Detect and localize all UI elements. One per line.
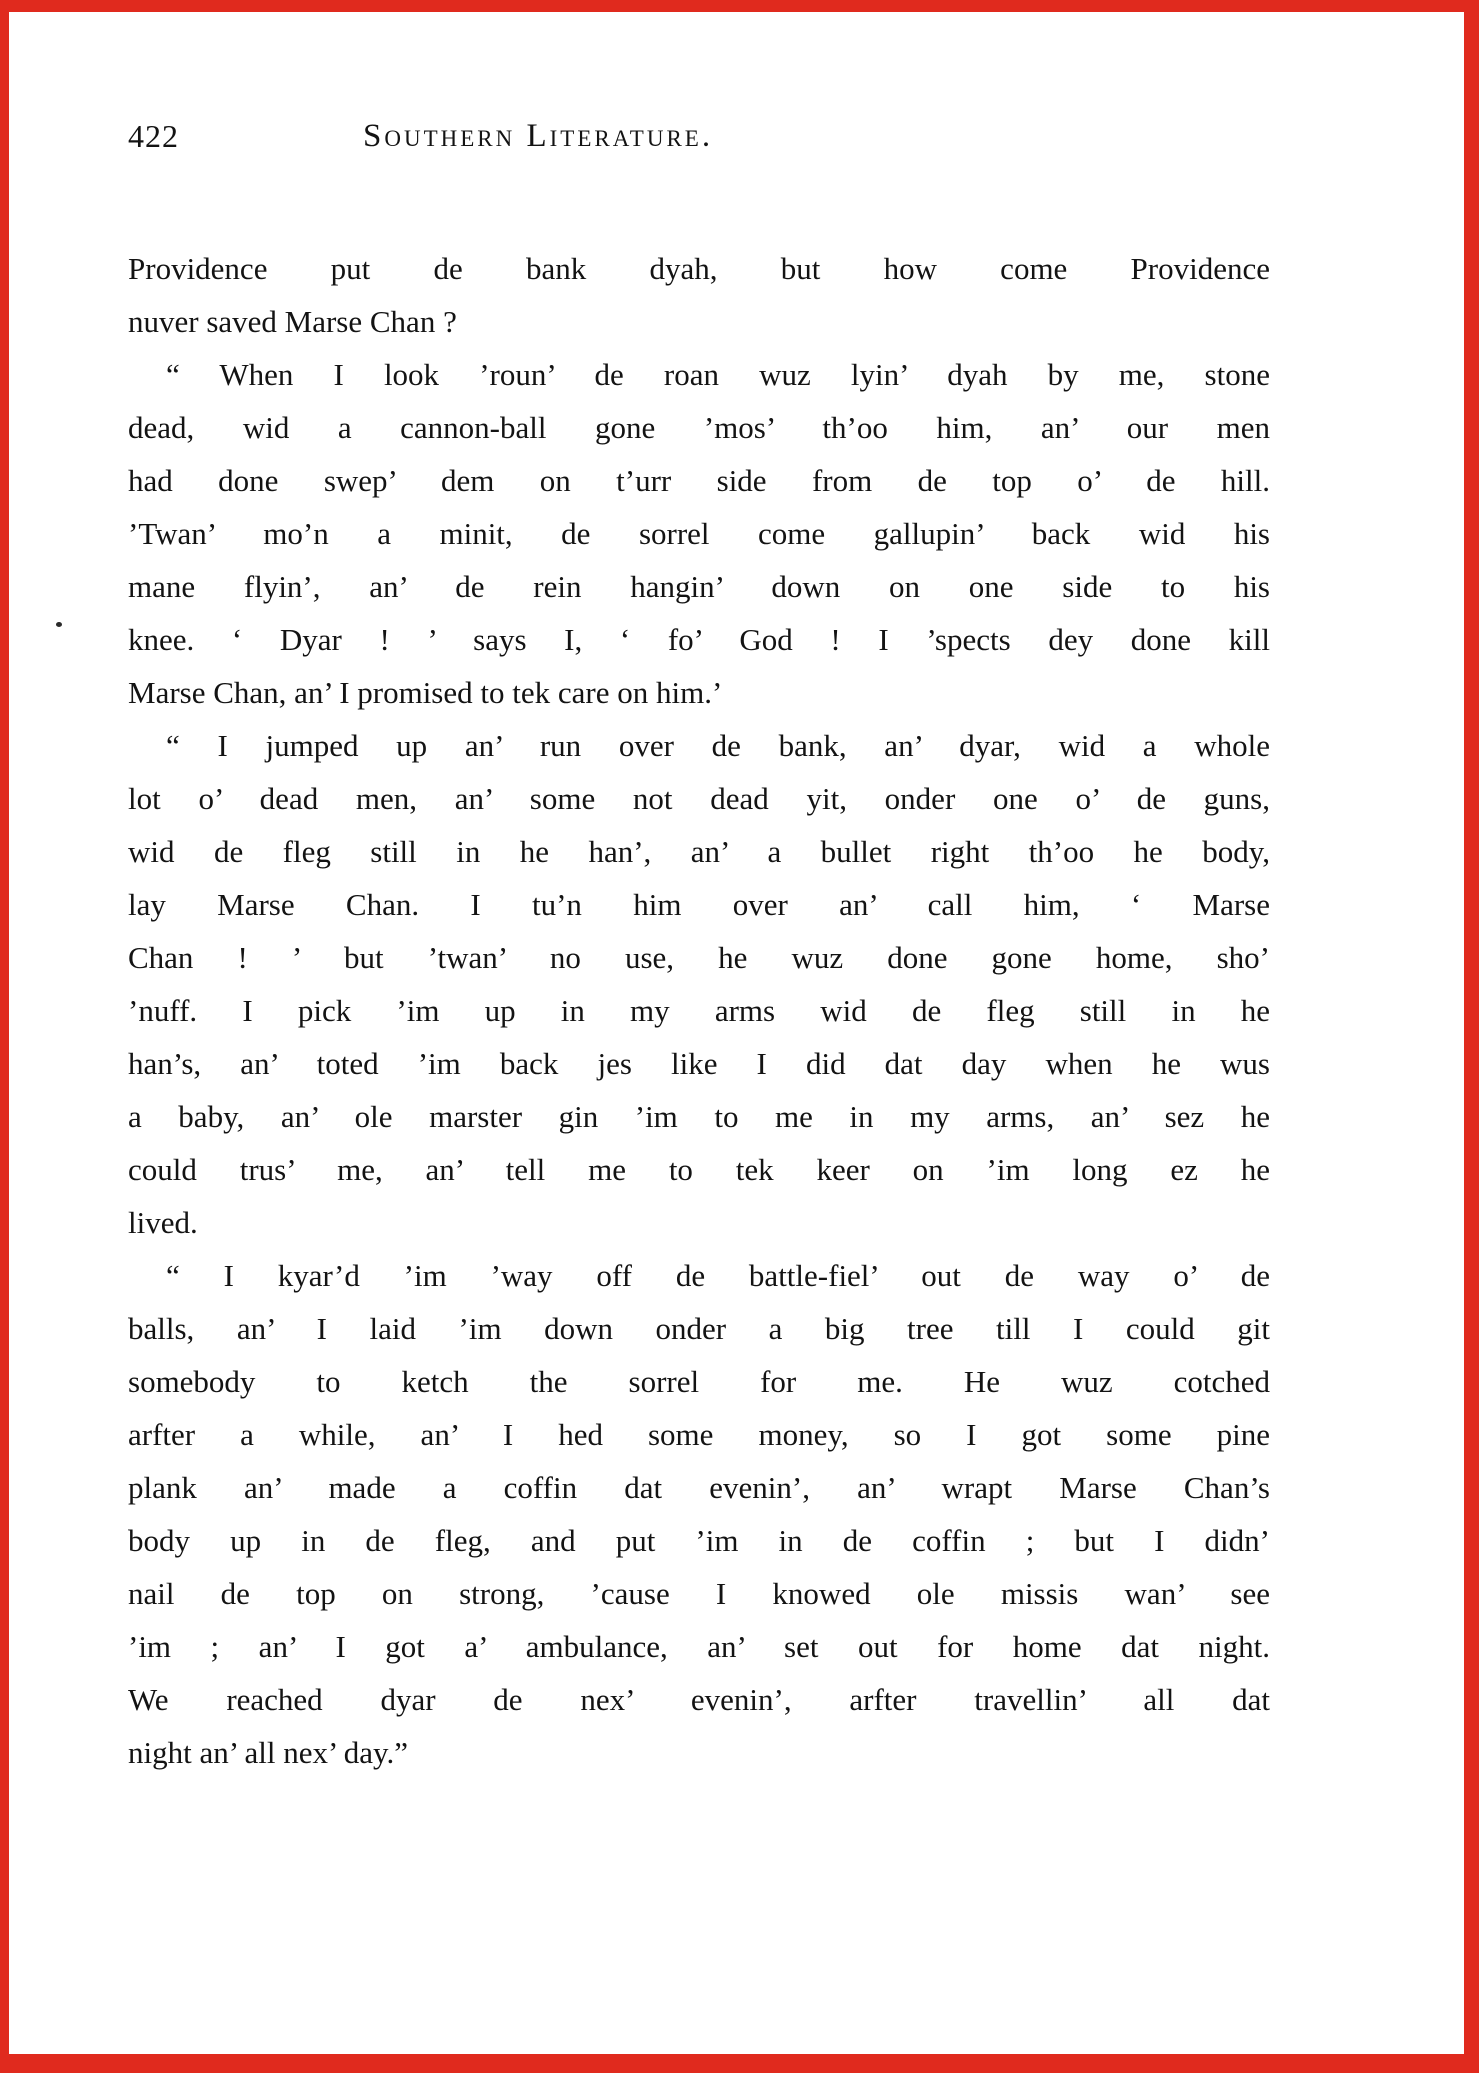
text-line: “ I kyar’d ’im ’way off de battle-fiel’ out de way o’ de: [166, 1258, 1270, 1293]
scan-edge-right: [1464, 0, 1479, 2073]
text-line: Marse Chan, an’ I promised to tek care on him.’: [128, 675, 723, 710]
paragraph-1: [128, 242, 1270, 348]
text-line: nuver saved Marse Chan ?: [128, 304, 457, 339]
page-number: 422: [128, 118, 179, 154]
body-text: [128, 242, 1270, 1779]
page-title: Southern Literature.: [363, 118, 714, 154]
text-line: arfter a while, an’ I hed some money, so I got some pine: [128, 1417, 1270, 1452]
text-line: dead, wid a cannon-ball gone ’mos’ th’oo him, an’ our men: [128, 410, 1270, 445]
scan-edge-top: [0, 0, 1479, 12]
text-line: lot o’ dead men, an’ some not dead yit, onder one o’ de guns,: [128, 781, 1270, 816]
text-line: had done swep’ dem on t’urr side from de top o’ de hill.: [128, 463, 1270, 498]
text-line: wid de fleg still in he han’, an’ a bullet right th’oo he body,: [128, 834, 1270, 869]
paragraph-3: [128, 719, 1270, 1249]
text-line: lived.: [128, 1205, 198, 1240]
scan-edge-left: [0, 0, 9, 2073]
text-line: ’im ; an’ I got a’ ambulance, an’ set out for home dat night.: [128, 1629, 1270, 1664]
text-line: Chan ! ’ but ’twan’ no use, he wuz done gone home, sho’: [128, 940, 1270, 975]
text-line: “ When I look ’roun’ de roan wuz lyin’ dyah by me, stone: [166, 357, 1270, 392]
text-line: han’s, an’ toted ’im back jes like I did dat day when he wus: [128, 1046, 1270, 1081]
paragraph-2: [128, 348, 1270, 719]
text-line: We reached dyar de nex’ evenin’, arfter travellin’ all dat: [128, 1682, 1270, 1717]
text-line: lay Marse Chan. I tu’n him over an’ call him, ‘ Marse: [128, 887, 1270, 922]
text-line: “ I jumped up an’ run over de bank, an’ dyar, wid a whole: [166, 728, 1270, 763]
text-line: Providence put de bank dyah, but how come Providence: [128, 251, 1270, 286]
ink-speck: [56, 622, 62, 627]
text-line: balls, an’ I laid ’im down onder a big tree till I could git: [128, 1311, 1270, 1346]
text-line: somebody to ketch the sorrel for me. He wuz cotched: [128, 1364, 1270, 1399]
text-line: plank an’ made a coffin dat evenin’, an’ wrapt Marse Chan’s: [128, 1470, 1270, 1505]
text-line: nail de top on strong, ’cause I knowed ole missis wan’ see: [128, 1576, 1270, 1611]
text-line: night an’ all nex’ day.”: [128, 1735, 409, 1770]
text-line: knee. ‘ Dyar ! ’ says I, ‘ fo’ God ! I ’spects dey done kill: [128, 622, 1270, 657]
scan-edge-bottom: [0, 2054, 1479, 2073]
running-header: [0, 118, 1479, 162]
paragraph-4: [128, 1249, 1270, 1779]
text-line: ’Twan’ mo’n a minit, de sorrel come gallupin’ back wid his: [128, 516, 1270, 551]
text-line: could trus’ me, an’ tell me to tek keer on ’im long ez he: [128, 1152, 1270, 1187]
text-line: body up in de fleg, and put ’im in de coffin ; but I didn’: [128, 1523, 1270, 1558]
text-line: a baby, an’ ole marster gin ’im to me in my arms, an’ sez he: [128, 1099, 1270, 1134]
text-line: ’nuff. I pick ’im up in my arms wid de fleg still in he: [128, 993, 1270, 1028]
text-line: mane flyin’, an’ de rein hangin’ down on one side to his: [128, 569, 1270, 604]
